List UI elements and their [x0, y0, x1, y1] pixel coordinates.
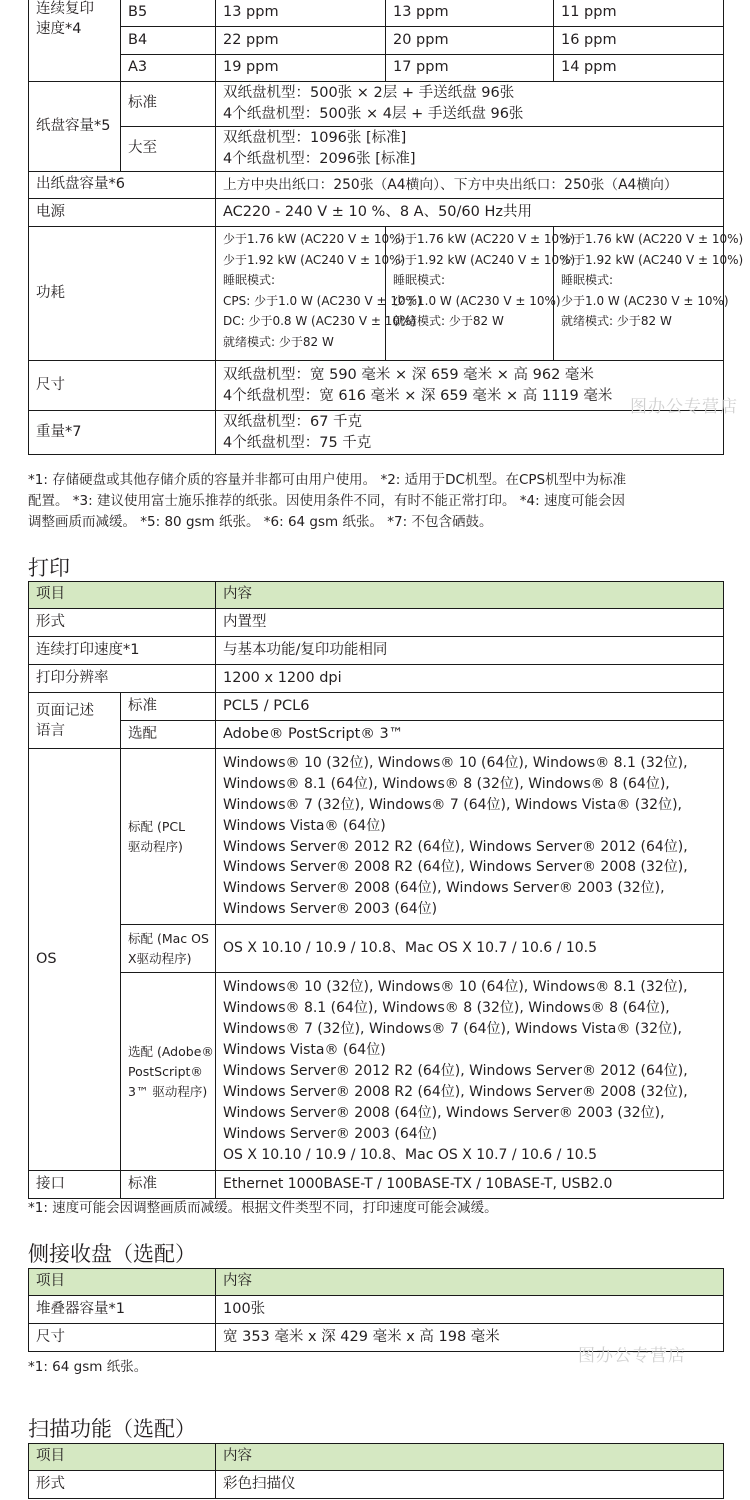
table-header-row: [29, 1444, 724, 1471]
header-content: 内容: [216, 1269, 724, 1296]
interface-sub-label: 标准: [121, 1171, 216, 1199]
interface-value: Ethernet 1000BASE-T / 100BASE-TX / 10BASE-T, USB2.0: [216, 1171, 724, 1199]
os-line: Windows Server® 2008 R2 (64位), Windows Server® 2008 (32位),: [223, 1083, 688, 1100]
side-tray-footnote: *1: 64 gsm 纸张。: [28, 1359, 148, 1375]
speed-cell: 17 ppm: [386, 55, 554, 82]
table-row: [29, 1471, 724, 1499]
print-speed-value: 与基本功能/复印功能相同: [216, 637, 724, 665]
os-ps-label-line: 选配 (Adobe®: [128, 1043, 214, 1059]
pdl-label-line: 语言: [36, 722, 65, 739]
os-mac-label-line: 标配 (Mac OS: [128, 930, 209, 946]
os-line: Windows Server® 2003 (64位): [223, 1125, 438, 1142]
dimension-label: 尺寸: [29, 361, 216, 411]
side-tray-dimension-label: 尺寸: [29, 1324, 216, 1352]
weight-line: 4个纸盘机型：75 千克: [223, 434, 372, 451]
os-pcl-value: [216, 749, 724, 925]
os-mac-value: OS X 10.10 / 10.9 / 10.8、Mac OS X 10.7 / 10.6 / 10.5: [216, 925, 724, 973]
os-mac-label-line: X驱动程序): [128, 950, 192, 966]
os-line: Windows Server® 2008 (64位), Windows Server® 2003 (32位),: [223, 1104, 665, 1121]
os-line: Windows Server® 2012 R2 (64位), Windows Server® 2012 (64位),: [223, 1063, 688, 1080]
table-row: [29, 637, 724, 665]
header-item: 项目: [29, 582, 216, 609]
consumption-line: 少于1.92 kW (AC240 V ± 10%): [223, 252, 406, 267]
table-row: [29, 82, 724, 127]
table-row: [29, 55, 724, 82]
tray-capacity-label: 纸盘容量*5: [29, 82, 121, 172]
print-footnote: *1: 速度可能会因调整画质而减缓。根据文件类型不同，打印速度可能会减缓。: [28, 1200, 498, 1216]
os-line: Windows® 10 (32位), Windows® 10 (64位), Windows® 8.1 (32位),: [223, 979, 688, 996]
consumption-col-3: [554, 227, 744, 361]
pdl-label-line: 页面记述: [36, 702, 94, 719]
paper-size-cell: A3: [121, 55, 216, 82]
speed-cell: 19 ppm: [216, 55, 386, 82]
paper-size-cell: B5: [121, 0, 216, 27]
speed-cell: 11 ppm: [554, 0, 724, 27]
power-value: AC220 - 240 V ± 10 %、8 A、50/60 Hz共用: [216, 199, 724, 227]
table-row: [29, 1171, 724, 1199]
weight-label: 重量*7: [29, 411, 216, 455]
tray-max-value: [216, 127, 724, 172]
consumption-line: 睡眠模式:: [393, 273, 446, 287]
os-ps-label: [121, 973, 216, 1171]
pdl-opt-label: 选配: [121, 721, 216, 749]
form-label: 形式: [29, 609, 216, 637]
paper-size-cell: B4: [121, 27, 216, 55]
os-line: Windows Vista® (64位): [223, 1042, 386, 1059]
power-label: 电源: [29, 199, 216, 227]
table-row: [29, 227, 724, 361]
os-line: OS X 10.10 / 10.9 / 10.8、Mac OS X 10.7 / 10.6 / 10.5: [223, 1146, 598, 1163]
consumption-line: 少于1.76 kW (AC220 V ± 10%): [561, 232, 744, 246]
header-content: 内容: [216, 1444, 724, 1471]
footnote-line: *1: 存储硬盘或其他存储介质的容量并非都可由用户使用。 *2: 适用于DC机型。在CPS机型中为标准: [28, 472, 627, 488]
resolution-value: 1200 x 1200 dpi: [216, 665, 724, 693]
table-row: [29, 721, 724, 749]
header-content: 内容: [216, 582, 724, 609]
dimension-line: 双纸盘机型：宽 590 毫米 × 深 659 毫米 × 高 962 毫米: [223, 366, 594, 383]
tray-max-line: 双纸盘机型：1096张 [标准]: [223, 130, 407, 147]
os-line: Windows Server® 2012 R2 (64位), Windows Server® 2012 (64位),: [223, 838, 688, 855]
consumption-line: 睡眠模式:: [561, 273, 614, 287]
tray-max-label: 大至: [121, 127, 216, 172]
os-line: Windows® 10 (32位), Windows® 10 (64位), Windows® 8.1 (32位),: [223, 754, 688, 771]
side-tray-table: [28, 1268, 724, 1352]
pdl-std-value: PCL5 / PCL6: [216, 693, 724, 721]
tray-standard-line: 双纸盘机型：500张 × 2层 + 手送纸盘 96张: [223, 85, 515, 102]
interface-label: 接口: [29, 1171, 121, 1199]
os-line: Windows® 7 (32位), Windows® 7 (64位), Windows Vista® (32位),: [223, 796, 682, 813]
os-pcl-label-line: 驱动程序): [128, 838, 183, 854]
os-pcl-label-line: 标配 (PCL: [128, 818, 186, 834]
os-mac-label: [121, 925, 216, 973]
tray-max-line: 4个纸盘机型：2096张 [标准]: [223, 151, 416, 167]
tray-standard-value: [216, 82, 724, 127]
consumption-line: 少于1.0 W (AC230 V ± 10%): [561, 293, 729, 308]
section-title-print: 打印: [28, 556, 70, 580]
copy-footnote: [28, 470, 728, 533]
os-line: Windows® 7 (32位), Windows® 7 (64位), Windows Vista® (32位),: [223, 1021, 682, 1038]
weight-value: [216, 411, 724, 455]
watermark: 图办公专营店: [630, 397, 738, 417]
table-row: [29, 0, 724, 27]
os-line: Windows® 8.1 (64位), Windows® 8 (32位), Windows® 8 (64位),: [223, 775, 670, 792]
section-title-side-tray: 侧接收盘（选配）: [28, 1242, 196, 1266]
os-line: Windows Vista® (64位): [223, 817, 386, 834]
footnote-line: 调整画质而减缓。 *5: 80 gsm 纸张。 *6: 64 gsm 纸张。 *7: 不包含硒鼓。: [28, 514, 493, 530]
table-row: [29, 693, 724, 721]
os-ps-label-line: 3™ 驱动程序): [128, 1083, 208, 1099]
side-tray-dimension-value: 宽 353 毫米 x 深 429 毫米 x 高 198 毫米: [216, 1324, 724, 1352]
dimension-line: 4个纸盘机型：宽 616 毫米 × 深 659 毫米 × 高 1119 毫米: [223, 387, 613, 404]
stacker-capacity-label: 堆叠器容量*1: [29, 1296, 216, 1324]
table-row: [29, 925, 724, 973]
os-pcl-label: [121, 749, 216, 925]
watermark: 图办公专营店: [578, 1346, 686, 1366]
header-item: 项目: [29, 1444, 216, 1471]
speed-cell: 13 ppm: [386, 0, 554, 27]
os-label: OS: [29, 749, 121, 1171]
pdl-opt-value: Adobe® PostScript® 3™: [216, 721, 724, 749]
tray-standard-line: 4个纸盘机型：500张 × 4层 + 手送纸盘 96张: [223, 106, 524, 122]
weight-line: 双纸盘机型：67 千克: [223, 413, 363, 430]
os-line: Windows Server® 2008 R2 (64位), Windows Server® 2008 (32位),: [223, 859, 688, 876]
print-spec-table: [28, 581, 724, 1199]
pdl-label: [29, 693, 121, 749]
consumption-line: 就绪模式: 少于82 W: [223, 334, 334, 349]
os-line: Windows Server® 2008 (64位), Windows Server® 2003 (32位),: [223, 880, 665, 897]
output-capacity-value: 上方中央出纸口：250张（A4横向）、下方中央出纸口：250张（A4横向）: [216, 172, 724, 199]
resolution-label: 打印分辨率: [29, 665, 216, 693]
consumption-line: 就绪模式: 少于82 W: [561, 314, 672, 328]
consumption-line: 少于1.92 kW (AC240 V ± 10%): [561, 252, 744, 267]
copy-speed-label-line2: 速度*4: [36, 21, 82, 37]
consumption-line: DC: 少于0.8 W (AC230 V ± 10%): [223, 314, 417, 328]
speed-cell: 13 ppm: [216, 0, 386, 27]
table-row: [29, 973, 724, 1171]
table-row: [29, 1296, 724, 1324]
consumption-col-2: [386, 227, 576, 361]
section-title-scan: 扫描功能（选配）: [28, 1417, 196, 1441]
table-row: [29, 665, 724, 693]
os-ps-value: [216, 973, 724, 1171]
table-row: [29, 411, 724, 455]
os-line: Windows® 8.1 (64位), Windows® 8 (32位), Windows® 8 (64位),: [223, 1000, 670, 1017]
scan-form-value: 彩色扫描仪: [216, 1471, 724, 1499]
table-row: [29, 127, 724, 172]
copy-spec-table: [28, 0, 744, 455]
table-row: [29, 609, 724, 637]
copy-speed-label-line1: 连续复印: [36, 1, 94, 17]
consumption-line: 少于1.92 kW (AC240 V ± 10%): [393, 252, 576, 267]
speed-cell: 16 ppm: [554, 27, 724, 55]
footnote-line: 配置。 *3: 建议使用富士施乐推荐的纸张。因使用条件不同，有时不能正常打印。 *4: 速度可能会因: [28, 493, 625, 509]
speed-cell: 22 ppm: [216, 27, 386, 55]
os-ps-label-line: PostScript®: [128, 1063, 203, 1079]
os-line: Windows Server® 2003 (64位): [223, 901, 438, 918]
scan-table: [28, 1443, 724, 1499]
consumption-col-1: [216, 227, 422, 361]
tray-standard-label: 标准: [121, 82, 216, 127]
consumption-label: 功耗: [29, 227, 216, 361]
header-item: 项目: [29, 1269, 216, 1296]
speed-cell: 20 ppm: [386, 27, 554, 55]
consumption-line: 少于1.76 kW (AC220 V ± 10%): [223, 232, 406, 246]
print-speed-label: 连续打印速度*1: [29, 637, 216, 665]
output-capacity-label: 出纸盘容量*6: [29, 172, 216, 199]
table-row: [29, 27, 724, 55]
table-row: [29, 749, 724, 925]
speed-cell: 14 ppm: [554, 55, 724, 82]
table-header-row: [29, 1269, 724, 1296]
consumption-line: 睡眠模式:: [223, 273, 276, 287]
consumption-line: 就绪模式: 少于82 W: [393, 314, 504, 328]
consumption-line: 少于1.0 W (AC230 V ± 10%): [393, 293, 561, 308]
scan-form-label: 形式: [29, 1471, 216, 1499]
table-row: [29, 361, 724, 411]
form-value: 内置型: [216, 609, 724, 637]
table-header-row: [29, 582, 724, 609]
table-row: [29, 172, 724, 199]
pdl-std-label: 标准: [121, 693, 216, 721]
copy-speed-label: [29, 0, 121, 82]
stacker-capacity-value: 100张: [216, 1296, 724, 1324]
table-row: [29, 199, 724, 227]
consumption-line: CPS: 少于1.0 W (AC230 V ± 10%): [223, 293, 422, 308]
consumption-line: 少于1.76 kW (AC220 V ± 10%): [393, 232, 576, 246]
